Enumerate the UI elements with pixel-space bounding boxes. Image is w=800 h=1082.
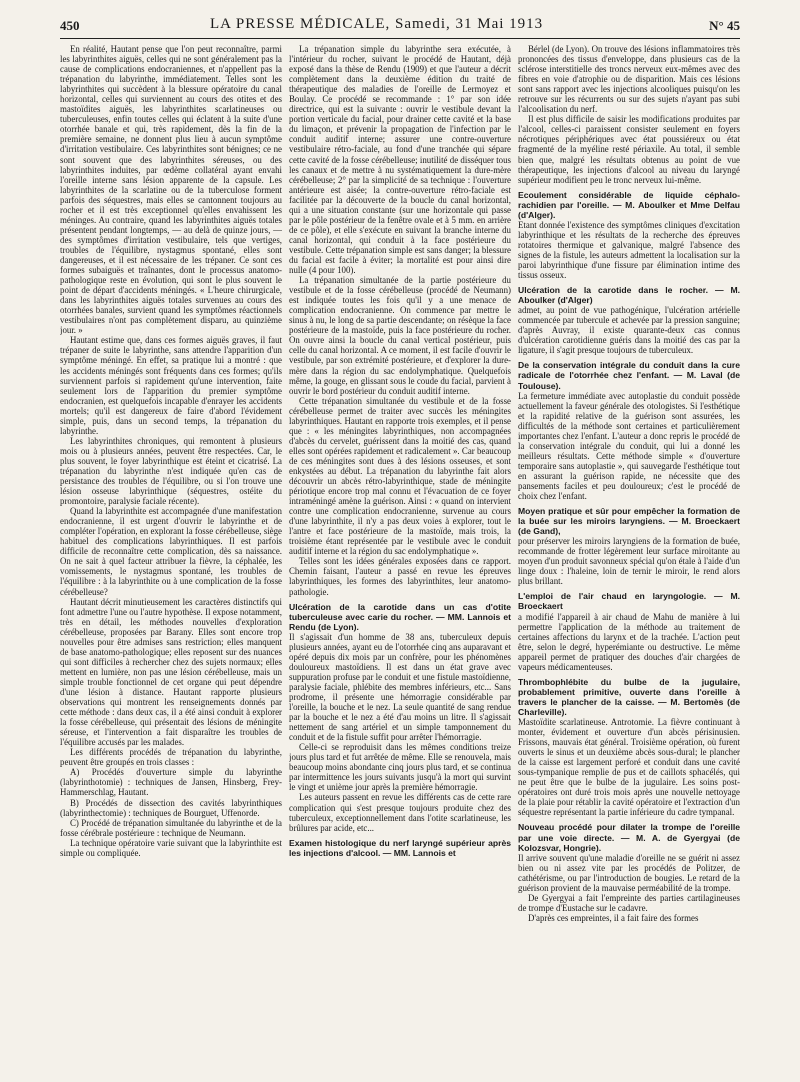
text-column-3 (518, 44, 740, 1074)
paragraph: De Gyergyai a fait l'empreinte des parties cartilagineuses de trompe d'Eustache sur le cadavre. (518, 892, 740, 913)
paragraph: Il s'agissait d'un homme de 38 ans, tuberculeux depuis plusieurs années, ayant eu de l'otorrhée cinq ans auparavant et opéré depuis dix mois par un confrère, pour les phénomènes douloureux mastoïdiens. Il est dans un état grave avec suppuration profuse par le conduit et une fistule mastoïdienne, paralysie faciale, phlébite des membres inférieurs, etc... Sans prodrome, il présente une hémorragie considérable par l'oreille, la bouche et le nez. La seule quantité de sang rendue par la bouche et le nez a été d'au moins un litre. Il s'agissait nettement de sang artériel et un simple tamponnement du conduit et de la fistule suffit pour arrêter l'hémorragie. (289, 631, 511, 743)
section-heading: Thrombophlébite du bulbe de la jugulaire, probablement primitive, ouverte dans l'oreille à travers le plancher de la caisse. — M. Bertomès (de Charleville). (518, 676, 740, 717)
paragraph: D'après ces empreintes, il a fait faire des formes (528, 912, 699, 923)
paragraph: Bérlel (de Lyon). On trouve des lésions inflammatoires très prononcées des tissus d'enveloppe, dans plusieurs cas de la sclérose interstitielle des troncs nerveux eux-mêmes avec des fibres en voie d'atrophie ou de disparition. Mais ces lésions sont sans rapport avec les injections alcooliques puisqu'on les retrouve sur les récurrents ou sur des sujets n'ayant pas subi l'alcoolisation du nerf. (518, 44, 740, 115)
paragraph: La trépanation simple du labyrinthe sera exécutée, à l'intérieur du rocher, suivant le procédé de Hautant, déjà exposé dans la thèse de Rendu (1909) et que l'auteur a décrit complètement dans la deuxième édition du traité de thérapeutique des maladies de l'oreille de Lermoyez et Boulay. Ce procédé se recommande : 1° par son idée directrice, qui est la suivante : ouvrir le vestibule devant la portion verticale du facial, pour drainer cette cavité et la base du limaçon, et prévenir la propagation de l'infection par le conduit auditif interne; assurer une contre-ouverture vestibulaire rétro-faciale, au fond d'une tranchée qui sépare cette cavité de la fosse cérébelleuse; inutilité de disséquer tous les canaux et de mettre à nu systématiquement la dure-mère cérébelleuse; 2° par la simplicité de sa technique : l'ouverture antérieure est aisée; la contre-ouverture rétro-faciale est facilitée par la découverte de la boucle du canal horizontal, qui a une situation constante (sur une horizontale qui passe par le pôle postérieur de la fenêtre ovale et à 5 mm. en arrière de ce pôle), et elle s'exécute en suivant la branche interne du canal horizontal, qui conduit à la face postérieure du vestibule. Cette trépanation simple est sans danger; la blessure du facial est facile à éviter; la mortalité est pour ainsi dire nulle (4 pour 100). (289, 44, 511, 276)
paragraph: Quand la labyrinthite est accompagnée d'une manifestation endocranienne, il est urgent d'ouvrir le labyrinthe et de compléter l'opération, en explorant la fosse cérébelleuse, siège habituel des complications labyrinthiques. Il est parfois difficile de reconnaître cette complication, dès sa naissance. On ne sait à quel facteur attribuer la fièvre, la céphalée, les vomissements, le nystagmus spontané, les troubles de l'équilibre : à la labyrinthite ou à une complication de la fosse cérébelleuse? (60, 506, 282, 597)
page-header (60, 16, 740, 39)
journal-title: LA PRESSE MÉDICALE, Samedi, 31 Mai 1913 (210, 16, 544, 32)
paragraph: C) Procédé de trépanation simultanée du labyrinthe et de la fosse cérébrale postérieure : technique de Neumann. (60, 817, 282, 838)
paragraph: B) Procédés de dissection des cavités labyrinthiques (labyrinthectomie) : techniques de Bourguet, Uffenorde. (60, 797, 282, 818)
paragraph: Hautant décrit minutieusement les caractères distinctifs qui font admettre l'une ou l'autre hypothèse. Il expose notamment, très en détail, les méthodes nouvelles d'exploration cérébelleuse, proposées par Barany. Elles sont encore trop nouvelles pour être admises sans restriction; elles manquent de base anatomo-pathologique; elles reposent sur des nuances qui sont difficiles à rechercher chez des sujets normaux; elles mettent en lumière, non pas une lésion cérébelleuse, mais un simple trouble fonctionnel de cet organe qui peut dépendre d'une lésion à distance. Hautant rapporte plusieurs observations qui montrent les renseignements donnés par cette méthode : dans deux cas, il a été ainsi conduit à explorer la fosse cérébelleuse, qui présentait des lésions de méningite séreuse, et l'intervention a fait disparaître les troubles de l'équilibre accusés par les malades. (60, 596, 282, 748)
paragraph: La technique opératoire varie suivant que la labyrinthite est simple ou compliquée. (60, 837, 282, 858)
paragraph: Les différents procédés de trépanation du labyrinthe, peuvent être groupés en trois classes : (60, 747, 282, 768)
paragraph: Cette trépanation simultanée du vestibule et de la fosse cérébelleuse permet de traiter avec succès les méningites labyrinthiques. Hautant en rapporte trois exemples, et il pense que : « les méningites labyrinthiques, non accompagnées d'abcès du cervelet, guérissent dans la moitié des cas, quand elles sont opérées rapidement et radicalement ». Car beaucoup de ces méningites sont dues à des lésions osseuses, et sont enkystées au début. La trépanation du labyrinthe fait alors découvrir un abcès rétro-labyrinthique, stade de méningite périotique encore trop mal connu et l'évacuation de ce foyer intraméningé amène la guérison. Ainsi : « quand on intervient contre une complication endocranienne, survenue au cours d'une labyrinthite, il n'y a pas deux voies à explorer, tout le l'antre et face postérieure de la mastoïde, mais trois, la troisième étant représentée par le vestibule avec le conduit auditif interne et la région du sac endolymphatique ». (289, 395, 511, 557)
section-heading: L'emploi de l'air chaud en laryngologie. — M. Broeckaert (518, 591, 740, 612)
section-heading: Moyen pratique et sûr pour empêcher la formation de la buée sur les miroirs laryngiens. — M. Broeckaert (de Gand), (518, 506, 740, 537)
paragraph: Hautant estime que, dans ces formes aiguës graves, il faut trépaner de suite le labyrinthe, sans attendre l'apparition d'un symptôme méningé. En effet, sa pratique lui a montré : que les accidents méningés sont fréquents dans ces formes; qu'ils surviennent parfois si rapidement qu'une intervention, faite seulement lors de l'apparition du premier symptôme endocranien, est quelquefois incapable d'enrayer les accidents mortels; qu'il est dangereux de faire d'abord l'évidement simple, puis, dans un second temps, la trépanation du labyrinthe. (60, 335, 282, 436)
paragraph: Il est plus difficile de saisir les modifications produites par l'alcool, celles-ci paraissent consister seulement en foyers nécrotiques périphériques avec état poussiéreux ou état fragmenté de la myéline resté périaxile. Au total, il semble bien que, malgré les résultats obtenus au point de vue thérapeutique, les injections d'alcool au niveau du laryngé supérieur modifient peu le tronc nerveux lui-même. (518, 114, 740, 185)
paragraph: Il arrive souvent qu'une maladie d'oreille ne se guérit ni assez bien ou ni assez vite par les procédés de Politzer, de cathétérisme, ou par l'introduction de bougies. Le retard de la guérison provient de la mauvaise perméabilité de la trompe. (518, 852, 740, 893)
paragraph: Les labyrinthites chroniques, qui remontent à plusieurs mois ou à plusieurs années, peuvent être respectées. Car, le plus souvent, le foyer labyrinthique est éteint et cicatrisé. La trépanation du labyrinthe n'est indiquée qu'en cas de persistance des troubles de l'équilibre, ou si l'on trouve une lésion osseuse labyrinthique (séquestres, ostéite du promontoire, paralysie faciale récente). (60, 435, 282, 507)
paragraph: Mastoïdite scarlatineuse. Antrotomie. La fièvre continuant à monter, évidement et ouverture d'un abcès périsinusien. Frissons, mauvais état général. Troisième opération, où furent ouverts le sinus et un deuxième abcès sous-dural; le plancher de la caisse est largement perforé et conduit dans une cavité sous-tympanique remplie de pus et de caillots sphacélés, qui ne peut être que le bulbe de la jugulaire. Les soins post-opératoires ont duré trois mois après une nouvelle nettoyage de la plaie pour rétablir la cavité opératoire et l'extraction d'un séquestre représentant la partie inférieure du cadre tympanal. (518, 717, 740, 818)
section-heading: Nouveau procédé pour dilater la trompe de l'oreille par une voie directe. — M. A. de Gyergyai (de Kolozsvar, Hongrie). (518, 822, 740, 853)
text-column-2 (289, 44, 511, 1074)
paragraph: Celle-ci se reproduisit dans les mêmes conditions treize jours plus tard et fut arrêtée de même. Elle se renouvela, mais beaucoup moins abondante cinq jours plus tard, et se continua par intermittence les jours suivants jusqu'à la mort qui survint le vingt et unième jour après la première hémorragie. (289, 742, 511, 793)
text-column-1 (60, 44, 282, 1074)
paragraph: Telles sont les idées générales exposées dans ce rapport. Chemin faisant, l'auteur a passé en revue les épreuves labyrinthiques, les formes des labyrinthites, leur anatomo-pathologie. (289, 556, 511, 597)
section-heading: Ecoulement considérable de liquide céphalo-rachidien par l'oreille. — M. Aboulker et Mme Delfau (d'Alger). (518, 189, 740, 220)
paragraph: a modifié l'appareil à air chaud de Mahu de manière à lui permettre l'application de la méthode au traitement de certaines affections du larynx et de la trachée. L'action peut être, selon le degré, hyperémiante ou destructive. Le même appareil permet de pratiquer des douches d'air chargées de vapeurs médicamenteuses. (518, 611, 740, 672)
paragraph: Les auteurs passent en revue les différents cas de cette rare complication qui s'est presque toujours produite chez des tuberculeux, exceptionnellement dans l'otite scarlatineuse, les brûlures par acide, etc... (289, 792, 511, 833)
section-heading: De la conservation intégrale du conduit dans la cure radicale de l'otorrhée chez l'enfant. — M. Laval (de Toulouse). (518, 360, 740, 391)
section-heading: Ulcération de la carotide dans le rocher. — M. Aboulker (d'Alger) (518, 285, 740, 306)
page-number: 450 (60, 18, 80, 33)
paragraph: pour préserver les miroirs laryngiens de la formation de buée, recommande de frotter légèrement leur surface miroitante au moyen d'un produit savonneux spécial qu'on étale à l'aide d'un linge doux : l'haleine, loin de ternir le miroir, le rend alors plus brillant. (518, 536, 740, 587)
section-heading: Examen histologique du nerf laryngé supérieur après les injections d'alcool. — MM. Lannois et (289, 837, 511, 858)
paragraph: admet, au point de vue pathogénique, l'ulcération artérielle commencée par tubercule et achevée par la pression sanguine; d'après Auvray, il existe quarante-deux cas connus d'ulcération carotidienne guéris dans la moitié des cas par la ligature, il s'agit presque toujours de tuberculeux. (518, 305, 740, 356)
issue-number: N° 45 (709, 18, 740, 33)
paragraph: Etant donnée l'existence des symptômes cliniques d'excitation labyrinthique et les résultats de la recherche des épreuves rotatoires thermique et galvanique, malgré l'absence des signes de la fistule, les auteurs admettent la localisation sur la paroi labyrinthique d'une fissure par élimination intime des tissus osseux. (518, 219, 740, 281)
section-heading: Ulcération de la carotide dans un cas d'otite tuberculeuse avec carie du rocher. — MM. Lannois et Rendu (de Lyon). (289, 601, 511, 632)
paragraph: La fermeture immédiate avec autoplastie du conduit possède actuellement la faveur générale des otologistes. Si l'esthétique et la rapidité relative de la guérison sont assurées, les difficultés de la méthode sont certaines et particulièrement importantes chez l'enfant. L'auteur a donc repris le procédé de la conservation intégrale du conduit, qui lui a donné les meilleurs résultats. Cette méthode simple « d'ouverture temporaire sans autoplastie », qui sauvegarde l'esthétique tout en assurant la guérison rapide, ne nécessite que des pansements faciles et peu douloureux; c'est le procédé de choix chez l'enfant. (518, 390, 740, 502)
paragraph: A) Procédés d'ouverture simple du labyrinthe (labyrinthotomie) : techniques de Jansen, Hinsberg, Frey-Hammerschlag, Hautant. (60, 767, 282, 798)
paragraph: La trépanation simultanée de la partie postérieure du vestibule et de la fosse cérébelleuse (procédé de Neumann) est indiquée toutes les fois qu'il y a une menace de complication endocranienne. On commence par mettre le sinus à nu, le long de sa partie descendante; on résèque la face postérieure de la mastoïde, puis la face postérieure du rocher. On ouvre ainsi la boucle du canal vertical postérieur, puis celle du canal horizontal. A ce moment, il est facile d'ouvrir le vestibule, par son extrémité postérieure, et d'explorer la dure-mère dans la région du sac endolymphatique. Quelquefois même, la gouge, en glissant sous le coude du facial, parvient à ouvrir le bord postérieur du conduit auditif interne. (289, 275, 511, 396)
paragraph: En réalité, Hautant pense que l'on peut reconnaître, parmi les labyrinthites aiguës, celles qui ne sont généralement pas la cause de complications endocraniennes, et n'appellent pas la trépanation du labyrinthe, immédiatement. Telles sont les labyrinthites qui succèdent à la blessure opératoire du canal horizontal, celles qui surviennent au cours des otites et des mastoïdites aiguës, les labyrinthites scarlatineuses ou tuberculeuses, enfin toutes celles qui éclatent à la suite d'une otorrhée banale et qui, très rapidement, dès la fin de la première semaine, ne donnent plus lieu à aucun symptôme d'irritation vestibulaire. Ces labyrinthites sont bénignes; ce ne sont souvent que des labyrinthites séreuses, ou des labyrinthites induites, par œdème collatéral ayant envahi l'oreille interne sans lésion apparente de la capsule. Les labyrinthites de la scarlatine ou de la tuberculose forment parfois des séquestres, mais elles se cantonnent toujours au rocher et il est très exceptionnel qu'elles envahissent les méninges. Au contraire, quand les labyrinthites aiguës totales présentent pendant longtemps, — au delà de quinze jours, — des symptômes d'irritation vestibulaire, tels que vertiges, troubles de l'équilibre, nystagmus spontané, elles sont dangereuses, et il est nécessaire de les trépaner. Ce sont ces formes subaiguës et traînantes, dont le processus anatomo-pathologique reste en évolution, qui sont le plus souvent le point de départ d'accidents méningés. « L'heure chirurgicale, dans les labyrinthites aiguës totales survenues au cours des otorrhées banales, survient quand les symptômes réactionnels vestibulaires n'ont pas complètement disparu, au quinzième jour. » (60, 44, 282, 336)
